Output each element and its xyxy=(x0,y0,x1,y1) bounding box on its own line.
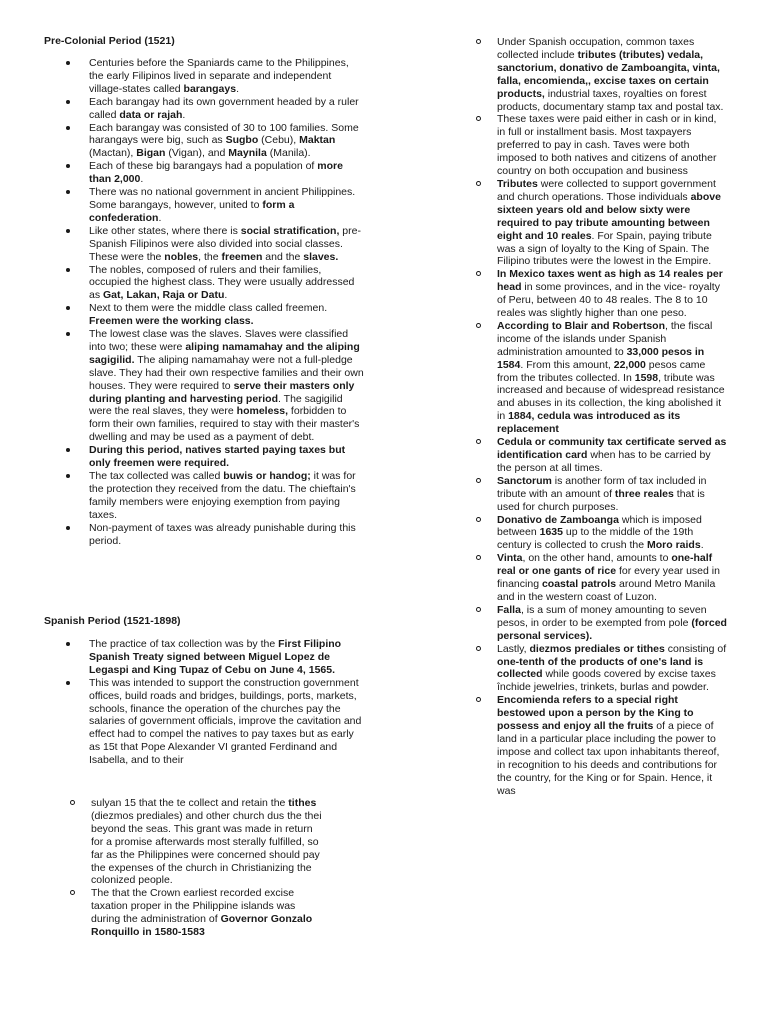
bullet-dot-icon xyxy=(66,229,70,233)
list-item xyxy=(475,694,727,797)
bold-text: In Mexico taxes went as high as 14 reales per head xyxy=(497,268,723,294)
bold-text: one-tenth of the products of one's land is collected xyxy=(497,655,704,681)
spanish-period-list xyxy=(44,638,366,767)
bold-text: aliping namamahay and the aliping sagigilid. xyxy=(89,340,360,366)
bullet-dot-icon xyxy=(66,332,70,336)
list-item xyxy=(475,36,727,113)
bold-text: 1884, cedula was introduced as its replacement xyxy=(497,410,681,436)
bullet-circle-icon xyxy=(476,116,481,121)
text: Under Spanish occupation, common taxes collected include xyxy=(497,36,695,61)
bold-text: nobles xyxy=(164,250,199,263)
list-item xyxy=(44,677,366,767)
bold-text: homeless, xyxy=(236,405,289,418)
list-item xyxy=(44,122,366,161)
bullet-circle-icon xyxy=(70,890,75,895)
bold-text: 1598 xyxy=(634,371,659,384)
bullet-circle-icon xyxy=(476,646,481,651)
text: in some provinces, and in the vice- royalty of Peru, between 40 to 48 reales. The 8 to 10 reales was slightly higher than one peso. xyxy=(497,281,720,320)
bold-text: barangays xyxy=(183,82,237,95)
bold-text: Falla xyxy=(497,603,521,616)
bullet-dot-icon xyxy=(66,306,70,310)
text: forbidden to form their own families, required to stay with their master's dwelling and may be used as a payment of debt. xyxy=(89,405,360,444)
heading-spanish-period: Spanish Period (1521-1898) xyxy=(44,615,181,627)
text: pre-Spanish Filipinos were also divided into social classes. These were the xyxy=(89,224,361,263)
bullet-circle-icon xyxy=(476,697,481,702)
bullet-circle-icon xyxy=(476,439,481,444)
list-item xyxy=(475,475,727,514)
list-item xyxy=(44,444,366,470)
bold-text: one-half real or one gants of rice xyxy=(497,552,713,578)
text: sulyan 15 that the te collect and retain the xyxy=(91,797,289,809)
bullet-circle-icon xyxy=(476,607,481,612)
text: (Vigan), and xyxy=(165,147,229,160)
text: . The sagigilid were the real slaves, they were xyxy=(89,392,343,418)
text: This was intended to support the construction government offices, build roads and bridges, buildings, ports, markets, schools, finance the operation of the churches pay the salaries of government officials, improve the cavitation and effect had to compel the natives to pay taxes but as early as 15t that Pope Alexander VI granted Ferdinand and Isabella, and to their xyxy=(89,676,362,767)
text: were collected to support government and church operations. Those individuals xyxy=(497,177,716,203)
bullet-circle-icon xyxy=(476,478,481,483)
text: . xyxy=(224,289,228,302)
list-item xyxy=(475,113,727,178)
bold-text: During this period, natives started paying taxes but only freemen were required. xyxy=(89,444,346,470)
bold-text: Moro raids xyxy=(647,539,701,552)
bold-text: data or rajah xyxy=(119,108,183,121)
bullet-dot-icon xyxy=(66,448,70,452)
text: The that the Crown earliest recorded excise taxation proper in the Philippine islands was during the administration of xyxy=(91,887,296,926)
bold-text: Encomienda refers to a special right bestowed upon a person by the King to possess and enjoy all the fruits xyxy=(497,694,694,733)
text: around Metro Manila and in the western coast of Luzon. xyxy=(497,578,716,603)
text: Each barangay had its own government headed by a ruler called xyxy=(89,95,359,121)
text: , the fiscal income of the islands under Spanish administration amounted to xyxy=(497,319,713,358)
bold-text: Sugbo xyxy=(225,134,259,147)
bold-text: coastal patrols xyxy=(541,578,617,591)
bullet-dot-icon xyxy=(66,681,70,685)
list-item xyxy=(475,604,727,643)
list-item xyxy=(475,552,727,604)
bold-text: freemen xyxy=(221,250,263,263)
text: that is used for church purposes. xyxy=(497,487,705,513)
bold-text: above sixteen years old and below sixty were required to pay tribute amounting between eight and 10 reales xyxy=(497,190,721,242)
bullet-dot-icon xyxy=(66,474,70,478)
text: Each barangay was consisted of 30 to 100 families. Some harangays were big, such as xyxy=(89,121,359,147)
list-item xyxy=(44,302,366,328)
list-item xyxy=(69,797,322,887)
text: . xyxy=(236,82,239,95)
bold-text: three reales xyxy=(614,487,674,500)
list-item xyxy=(44,328,366,444)
text: and the xyxy=(262,250,304,263)
text: The aliping namamahay were not a full-pledge slave. They had their own respective families and their own houses. They were required to xyxy=(89,353,364,392)
text: These taxes were paid either in cash or in kind, in full or installment basis. Most taxpayers preferred to pay in cash. Taves were both imposed to both natives and citizens of another country on both occupation and business xyxy=(497,113,717,178)
text: which is imposed between xyxy=(497,513,702,539)
bullet-dot-icon xyxy=(66,526,70,530)
bullet-dot-icon xyxy=(66,61,70,65)
bold-text: more than 2,000 xyxy=(89,160,343,186)
text: up to the middle of the 19th century is collected to crush the xyxy=(497,526,694,552)
bold-text: 33,000 pesos in 1584 xyxy=(497,345,705,371)
bold-text: Tributes xyxy=(497,177,538,190)
text: it was for the protection they received from the datu. The chieftain's family members were enjoying exemption from paying taxes. xyxy=(89,470,356,521)
bullet-dot-icon xyxy=(66,164,70,168)
text: . xyxy=(140,173,144,186)
bold-text: Freemen were the working class. xyxy=(89,315,254,328)
bullet-dot-icon xyxy=(66,126,70,130)
list-item xyxy=(44,96,366,122)
list-item xyxy=(44,638,366,677)
text: (Cebu), xyxy=(258,134,300,147)
text: (Manila). xyxy=(266,147,311,160)
bold-text: Gat, Lakan, Raja or Datu xyxy=(103,289,225,302)
heading-pre-colonial: Pre-Colonial Period (1521) xyxy=(44,35,175,47)
bullet-circle-icon xyxy=(476,271,481,276)
bold-text: Cedula or community tax certificate served as identification card xyxy=(497,436,727,461)
text: . From this amount, xyxy=(520,358,614,371)
bullet-circle-icon xyxy=(476,39,481,44)
bullet-circle-icon xyxy=(476,517,481,522)
bold-text: Governor Gonzalo Ronquillo in 1580-1583 xyxy=(91,913,313,939)
bold-text: tributes (tributes) vedala, sanctorium, donativo de Zamboangita, vinta, falla, encomienda,, excise taxes on certain products, xyxy=(497,48,720,100)
list-item xyxy=(475,436,727,475)
bullet-circle-icon xyxy=(476,555,481,560)
bold-text: diezmos prediales or tithes xyxy=(529,642,665,655)
list-item xyxy=(44,264,366,303)
bold-text: Sanctorum xyxy=(497,474,552,487)
text: is another form of tax included in tribute with an amount of xyxy=(497,474,707,500)
bold-text: slaves. xyxy=(303,250,339,263)
text: industrial taxes, royalties on forest products, documentary stamp tax and postal tax. xyxy=(497,87,724,113)
text: pesos came from the tributes collected. In xyxy=(497,358,706,384)
bold-text: form a confederation xyxy=(89,198,295,224)
bold-text: According to Blair and Robertson xyxy=(497,319,666,332)
spanish-sublist-wrap xyxy=(69,797,322,939)
text: , tribute was increased and because of widespread resistance and abuses in its collection, the king abolished it in xyxy=(497,371,725,423)
list-item xyxy=(69,887,322,939)
list-item xyxy=(44,225,366,264)
list-item xyxy=(475,514,727,553)
text: Centuries before the Spaniards came to the Philippines, the early Filipinos lived in separate and independent village-states called xyxy=(89,57,349,95)
bullet-dot-icon xyxy=(66,190,70,194)
bold-text: Bigan xyxy=(136,147,166,160)
list-item xyxy=(44,470,366,522)
text: The lowest clase was the slaves. Slaves were classified into two; these were xyxy=(89,328,349,353)
text: , on the other hand, amounts to xyxy=(522,552,672,565)
pre-colonial-list xyxy=(44,57,366,547)
bold-text: (forced personal services). xyxy=(497,616,727,642)
bold-text: buwis or handog; xyxy=(223,470,311,482)
bullet-circle-icon xyxy=(476,181,481,186)
text: when has to be carried by the person at all times. xyxy=(497,449,711,474)
list-item xyxy=(475,643,727,695)
bold-text: First Filipino Spanish Treaty signed between Miguel Lopez de Legaspi and King Tupaz of Cebu on June 4, 1565. xyxy=(89,638,342,676)
text: Like other states, where there is xyxy=(89,224,241,237)
text: (diezmos prediales) and other church dus the thei beyond the seas. This grant was made in return for a promise afterwards most sterally fulfilled, so far as the Philippines were concerned should pay the expenses of the church in Christianizing the colonized people. xyxy=(91,809,322,887)
list-item xyxy=(44,186,366,225)
text: (Mactan), xyxy=(89,147,137,160)
text: The nobles, composed of rulers and their families, occupied the highest class. They were usually addressed as xyxy=(89,263,355,302)
text: Next to them were the middle class called freemen. xyxy=(89,302,328,315)
right-sublist xyxy=(475,36,727,797)
bold-text: tithes xyxy=(288,797,317,809)
text: . xyxy=(182,108,186,121)
text: There was no national government in ancient Philippines. Some barangays, however, united to xyxy=(89,186,356,211)
bold-text: Maktan xyxy=(299,134,336,147)
text: . xyxy=(700,539,704,552)
list-item xyxy=(44,522,366,548)
text: consisting of xyxy=(664,642,727,655)
text: The practice of tax collection was by the xyxy=(89,638,279,650)
text: . For Spain, paying tribute was a sign of loyalty to the King of Spain. The Filipino tributes were the lowest in the Empire. xyxy=(497,229,712,268)
bullet-dot-icon xyxy=(66,100,70,104)
text: The tax collected was called xyxy=(89,470,224,482)
list-item xyxy=(475,178,727,268)
list-item xyxy=(44,57,366,96)
bold-text: 1635 xyxy=(539,526,563,539)
bold-text: social stratification, xyxy=(240,224,340,237)
bold-text: Maynila xyxy=(228,147,267,160)
text: of a piece of land in a particular place including the power to impose and collect tax upon inhabitants thereof, in recognition to his deeds and contributions for the country, for the King or for Spain. Hence, it was xyxy=(497,720,720,797)
bold-text: serve their masters only during planting and harvesting period xyxy=(89,379,355,405)
text: , is a sum of money amounting to seven pesos, in order to be exempted from pole xyxy=(497,603,707,629)
bullet-dot-icon xyxy=(66,268,70,272)
bullet-dot-icon xyxy=(66,642,70,646)
bullet-circle-icon xyxy=(476,323,481,328)
text: while goods covered by excise taxes închide jewelries, trinkets, burlas and powder. xyxy=(497,668,716,694)
text: Non-payment of taxes was already punishable during this period. xyxy=(89,521,356,547)
bold-text: 22,000 xyxy=(613,358,646,371)
text: Lastly, xyxy=(497,642,530,655)
text: . xyxy=(158,211,162,224)
spanish-sublist xyxy=(69,797,322,939)
text: Each of these big barangays had a population of xyxy=(89,160,318,173)
bullet-circle-icon xyxy=(70,800,75,805)
text: for every year used in financing xyxy=(497,565,720,591)
list-item xyxy=(475,268,727,320)
text: , the xyxy=(198,250,222,263)
list-item xyxy=(475,320,727,436)
bold-text: Vinta xyxy=(497,552,523,565)
list-item xyxy=(44,160,366,186)
bold-text: Donativo de Zamboanga xyxy=(497,513,619,526)
